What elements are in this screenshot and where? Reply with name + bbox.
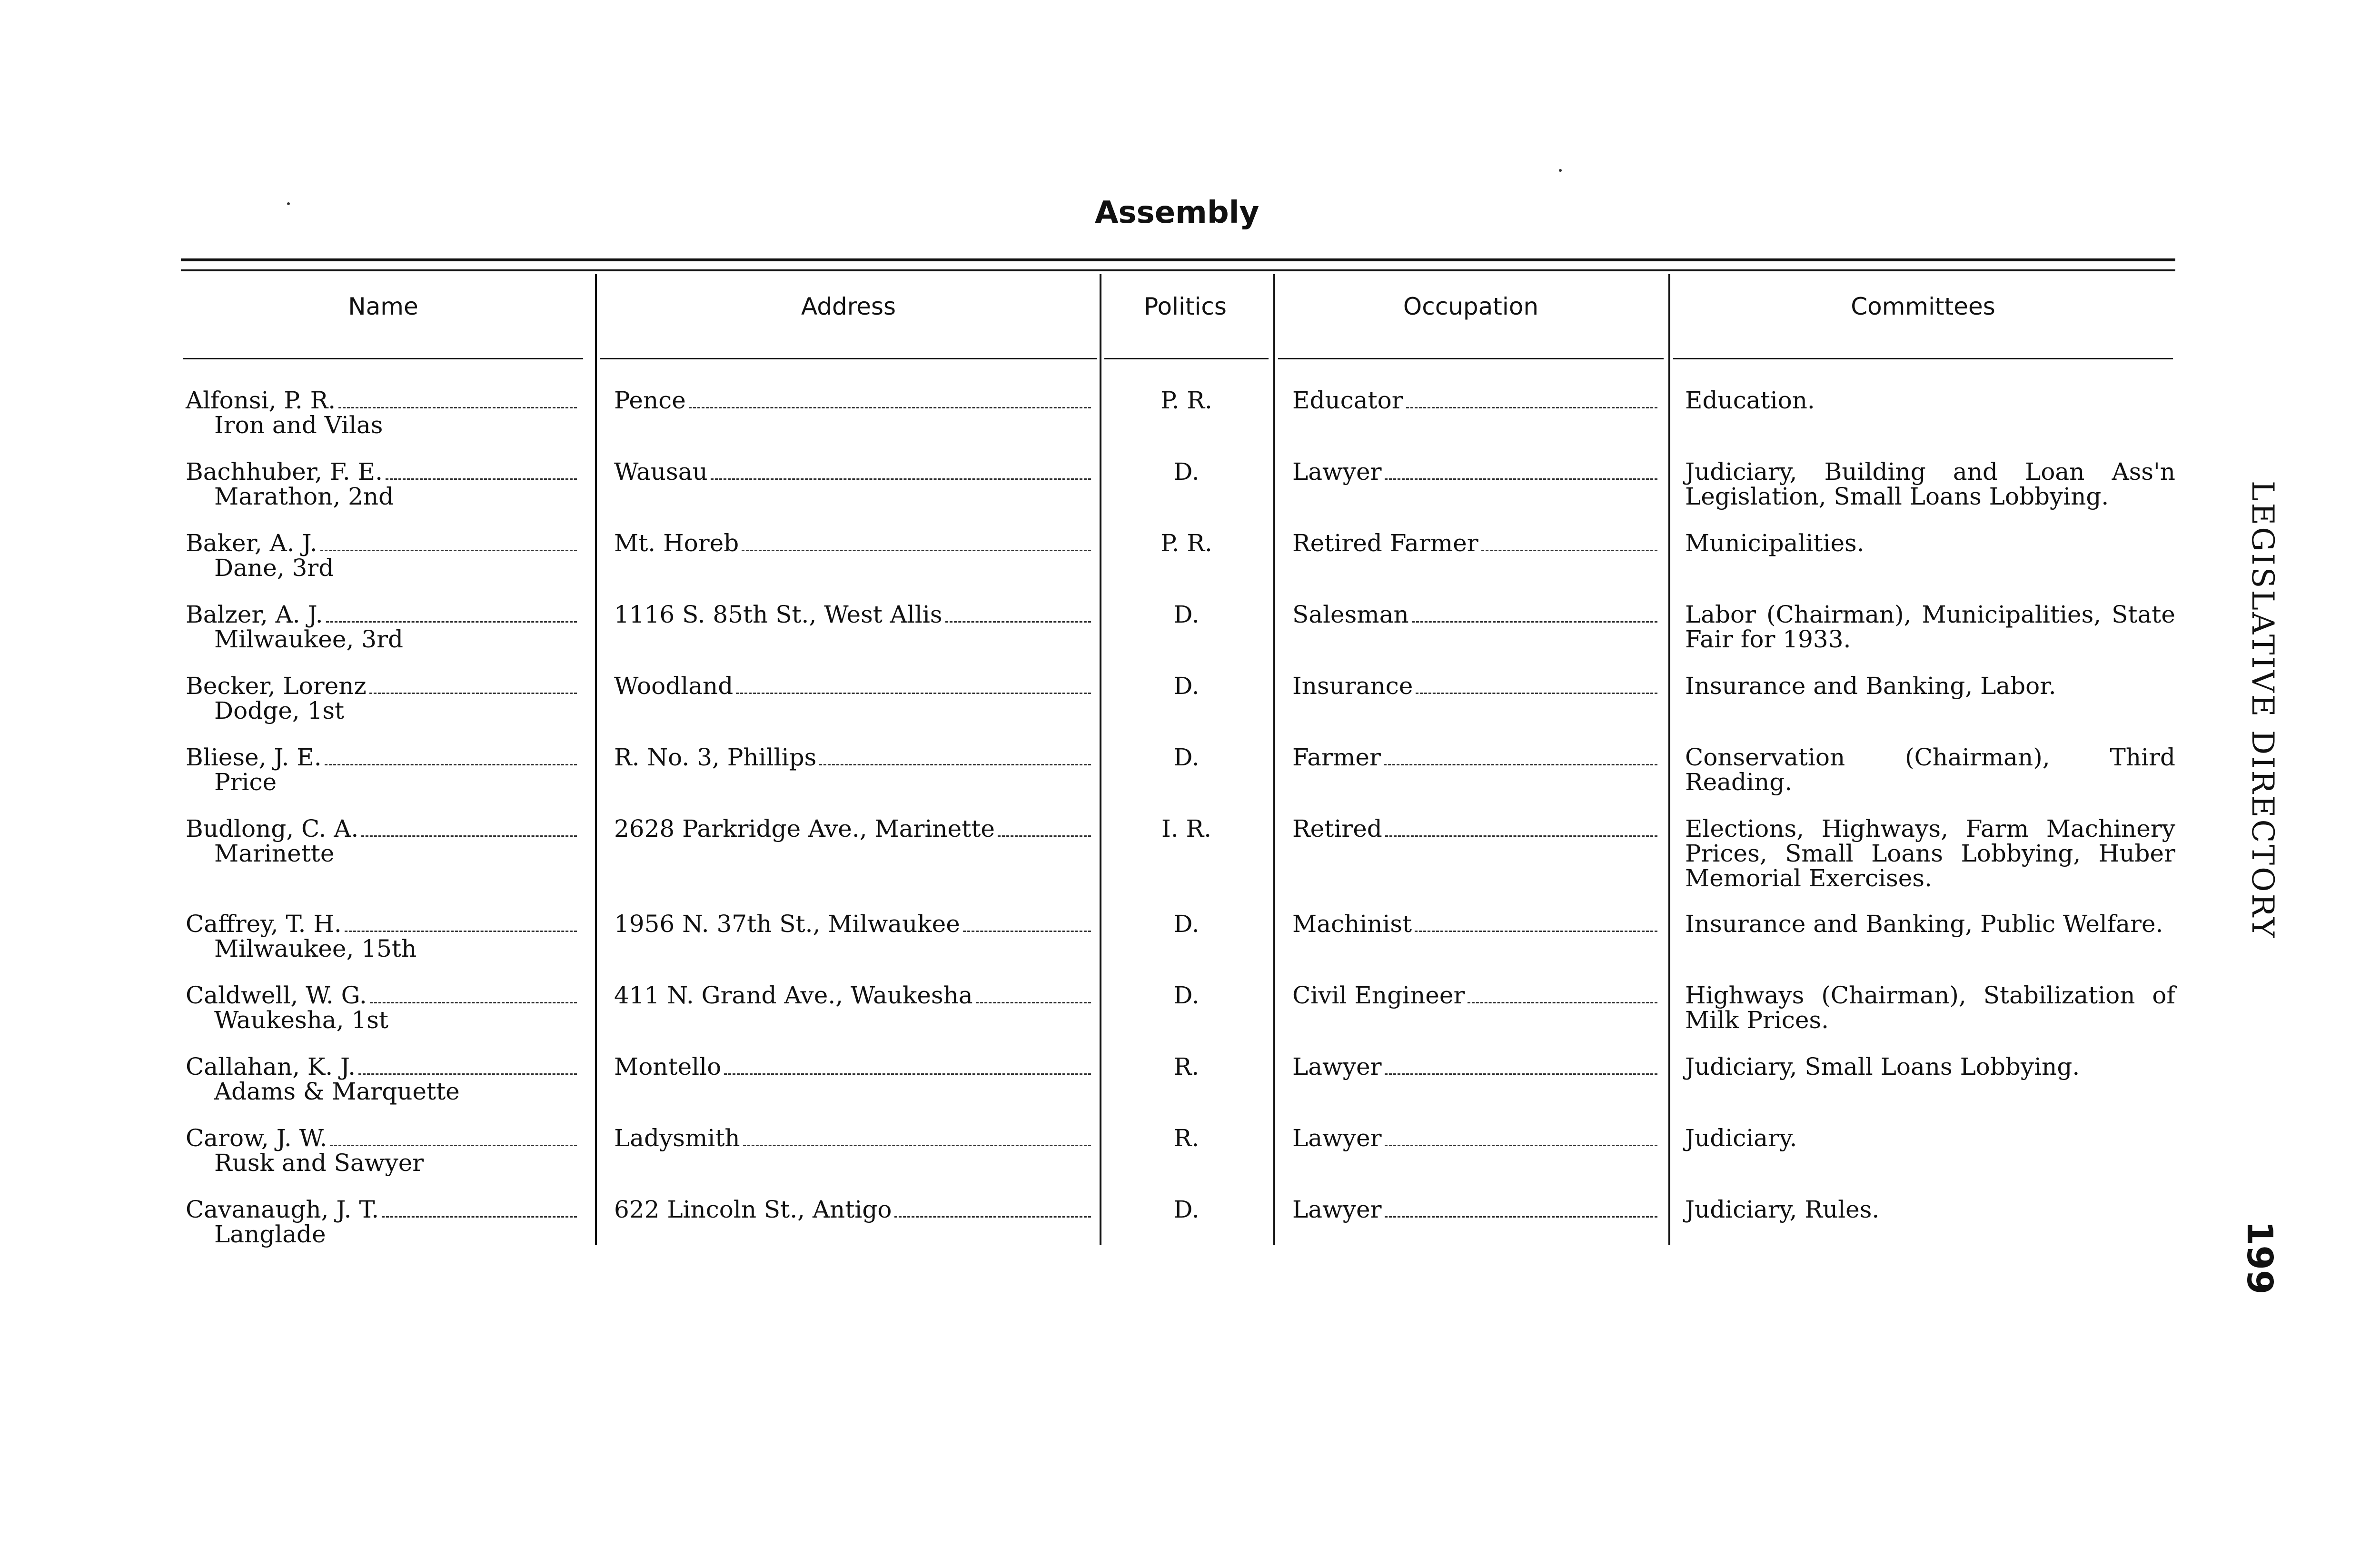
member-address-text: 1116 S. 85th St., West Allis (614, 601, 942, 628)
member-occupation (1292, 459, 1661, 484)
member-district: Marinette (214, 840, 335, 867)
top-rule-thin (181, 269, 2175, 271)
member-address-text: 2628 Parkridge Ave., Marinette (614, 815, 995, 842)
dot-leader (1415, 931, 1657, 932)
member-district: Price (214, 768, 277, 796)
member-address-text: 411 N. Grand Ave., Waukesha (614, 981, 973, 1009)
page-title: Assembly (1095, 195, 1259, 230)
member-district: Milwaukee, 3rd (214, 625, 403, 653)
dot-leader (370, 1002, 577, 1003)
member-district: Dodge, 1st (214, 697, 345, 724)
member-name (186, 602, 581, 627)
member-politics: R. (1173, 1124, 1200, 1152)
page-number: 199 (2239, 1221, 2280, 1295)
dot-leader (998, 835, 1091, 837)
member-address (614, 1126, 1095, 1150)
member-address (614, 912, 1095, 936)
member-politics: D. (1173, 672, 1200, 700)
member-address-text: Ladysmith (614, 1124, 740, 1152)
dot-leader (358, 1073, 577, 1075)
member-address (614, 459, 1095, 484)
member-name-text: Carow, J. W. (186, 1124, 327, 1152)
member-name (186, 983, 581, 1008)
member-name (186, 1054, 581, 1079)
member-address-text: Montello (614, 1053, 722, 1080)
member-politics: D. (1173, 981, 1200, 1009)
dot-leader (1412, 621, 1657, 623)
member-occupation-text: Farmer (1292, 743, 1381, 771)
header-rule-committees (1673, 358, 2173, 359)
member-occupation (1292, 674, 1661, 698)
member-committees: Judiciary, Rules. (1685, 1196, 1880, 1223)
member-address (614, 531, 1095, 555)
column-divider (1668, 274, 1670, 1245)
dot-leader (819, 764, 1091, 765)
dot-leader (743, 1145, 1091, 1146)
dot-leader (325, 764, 577, 765)
member-occupation (1292, 531, 1661, 555)
member-occupation-text: Civil Engineer (1292, 981, 1465, 1009)
member-occupation (1292, 1054, 1661, 1079)
member-name (186, 745, 581, 770)
member-name (186, 912, 581, 936)
member-district: Adams & Marquette (214, 1078, 460, 1105)
dot-leader (1385, 1145, 1657, 1146)
dot-leader (1385, 478, 1657, 480)
member-politics: P. R. (1160, 386, 1212, 414)
member-politics: R. (1173, 1053, 1200, 1080)
member-name (186, 674, 581, 698)
member-occupation-text: Salesman (1292, 601, 1409, 628)
member-name-text: Callahan, K. J. (186, 1053, 356, 1080)
member-address-text: Woodland (614, 672, 734, 700)
member-address (614, 1054, 1095, 1079)
column-divider (595, 274, 597, 1245)
member-address (614, 745, 1095, 770)
member-politics: D. (1173, 458, 1200, 486)
member-committees: Conservation (Chairman), Third Reading. (1685, 743, 2175, 796)
member-address (614, 816, 1095, 841)
member-politics: D. (1173, 1196, 1200, 1223)
member-occupation-text: Lawyer (1292, 1124, 1382, 1152)
dot-leader (320, 550, 577, 551)
member-address-text: 1956 N. 37th St., Milwaukee (614, 910, 960, 938)
dot-leader (736, 693, 1091, 694)
member-district: Iron and Vilas (214, 411, 383, 439)
member-politics: D. (1173, 743, 1200, 771)
member-occupation-text: Machinist (1292, 910, 1412, 938)
member-district: Waukesha, 1st (214, 1006, 388, 1034)
member-occupation (1292, 745, 1661, 770)
header-name: Name (348, 293, 418, 320)
member-name-text: Baker, A. J. (186, 529, 317, 557)
member-name-text: Bachhuber, F. E. (186, 458, 383, 486)
member-occupation-text: Retired Farmer (1292, 529, 1478, 557)
dot-leader (976, 1002, 1091, 1003)
column-divider (1273, 274, 1275, 1245)
header-rule-occupation (1278, 358, 1664, 359)
member-name (186, 816, 581, 841)
member-occupation (1292, 816, 1661, 841)
dot-leader (689, 407, 1091, 408)
member-name-text: Cavanaugh, J. T. (186, 1196, 379, 1223)
member-name (186, 459, 581, 484)
dot-leader (1385, 1073, 1657, 1075)
member-occupation (1292, 1126, 1661, 1150)
member-occupation (1292, 983, 1661, 1008)
member-name-text: Budlong, C. A. (186, 815, 359, 842)
member-name-text: Alfonsi, P. R. (186, 386, 336, 414)
member-politics: I. R. (1161, 815, 1212, 842)
dot-leader (894, 1216, 1091, 1218)
dot-leader (326, 621, 577, 623)
member-address-text: Mt. Horeb (614, 529, 739, 557)
member-name-text: Becker, Lorenz (186, 672, 367, 700)
member-occupation (1292, 388, 1661, 413)
member-address-text: Wausau (614, 458, 708, 486)
member-address (614, 674, 1095, 698)
member-district: Langlade (214, 1220, 326, 1248)
member-address (614, 388, 1095, 413)
member-occupation-text: Lawyer (1292, 1196, 1382, 1223)
header-address: Address (801, 293, 896, 320)
member-occupation (1292, 912, 1661, 936)
member-occupation-text: Educator (1292, 386, 1403, 414)
member-district: Milwaukee, 15th (214, 935, 417, 962)
member-committees: Insurance and Banking, Labor. (1685, 672, 2056, 700)
member-district: Rusk and Sawyer (214, 1149, 424, 1177)
dot-leader (345, 931, 577, 932)
dot-leader (1384, 764, 1657, 765)
top-rule-thick (181, 258, 2175, 261)
member-name (186, 531, 581, 555)
member-committees: Insurance and Banking, Public Welfare. (1685, 910, 2163, 938)
member-address (614, 983, 1095, 1008)
member-district: Marathon, 2nd (214, 483, 394, 510)
member-committees: Elections, Highways, Farm Machinery Prices, Small Loans Lobbying, Huber Memorial Exercises. (1685, 815, 2175, 892)
member-address-text: R. No. 3, Phillips (614, 743, 817, 771)
member-name-text: Caldwell, W. G. (186, 981, 367, 1009)
member-committees: Education. (1685, 386, 1815, 414)
member-politics: D. (1173, 601, 1200, 628)
dot-leader (1385, 1216, 1657, 1218)
member-address (614, 602, 1095, 627)
member-address-text: 622 Lincoln St., Antigo (614, 1196, 892, 1223)
dot-leader (1468, 1002, 1657, 1003)
dot-leader (945, 621, 1091, 623)
running-title: LEGISLATIVE DIRECTORY (2245, 481, 2280, 940)
dot-leader (330, 1145, 577, 1146)
header-politics: Politics (1144, 293, 1227, 320)
dot-leader (1416, 693, 1657, 694)
dot-leader (338, 407, 577, 408)
member-committees: Highways (Chairman), Stabilization of Milk Prices. (1685, 981, 2175, 1034)
member-district: Dane, 3rd (214, 554, 334, 582)
member-occupation-text: Lawyer (1292, 1053, 1382, 1080)
member-name (186, 1197, 581, 1222)
dot-leader (742, 550, 1091, 551)
member-committees: Labor (Chairman), Municipalities, State Fair for 1933. (1685, 601, 2175, 653)
member-politics: P. R. (1160, 529, 1212, 557)
scan-speck (1559, 169, 1562, 172)
header-rule-name (183, 358, 583, 359)
member-name-text: Caffrey, T. H. (186, 910, 342, 938)
dot-leader (386, 478, 577, 480)
member-committees: Judiciary, Small Loans Lobbying. (1685, 1053, 2080, 1080)
column-divider (1100, 274, 1101, 1245)
dot-leader (724, 1073, 1091, 1075)
dot-leader (1406, 407, 1657, 408)
scan-speck (287, 202, 290, 205)
dot-leader (711, 478, 1091, 480)
member-committees: Judiciary, Building and Loan Ass'n Legislation, Small Loans Lobbying. (1685, 458, 2175, 510)
member-name (186, 388, 581, 413)
dot-leader (1481, 550, 1657, 551)
header-occupation: Occupation (1403, 293, 1539, 320)
member-occupation-text: Insurance (1292, 672, 1413, 700)
header-committees: Committees (1851, 293, 1995, 320)
member-committees: Municipalities. (1685, 529, 1864, 557)
member-occupation-text: Retired (1292, 815, 1382, 842)
member-address-text: Pence (614, 386, 686, 414)
dot-leader (361, 835, 577, 837)
header-rule-address (600, 358, 1097, 359)
member-occupation (1292, 602, 1661, 627)
member-address (614, 1197, 1095, 1222)
header-rule-politics (1104, 358, 1269, 359)
member-name (186, 1126, 581, 1150)
dot-leader (369, 693, 577, 694)
member-name-text: Balzer, A. J. (186, 601, 323, 628)
member-politics: D. (1173, 910, 1200, 938)
dot-leader (963, 931, 1091, 932)
dot-leader (382, 1216, 577, 1218)
member-occupation-text: Lawyer (1292, 458, 1382, 486)
member-name-text: Bliese, J. E. (186, 743, 322, 771)
dot-leader (1385, 835, 1657, 837)
member-occupation (1292, 1197, 1661, 1222)
member-committees: Judiciary. (1685, 1124, 1797, 1152)
